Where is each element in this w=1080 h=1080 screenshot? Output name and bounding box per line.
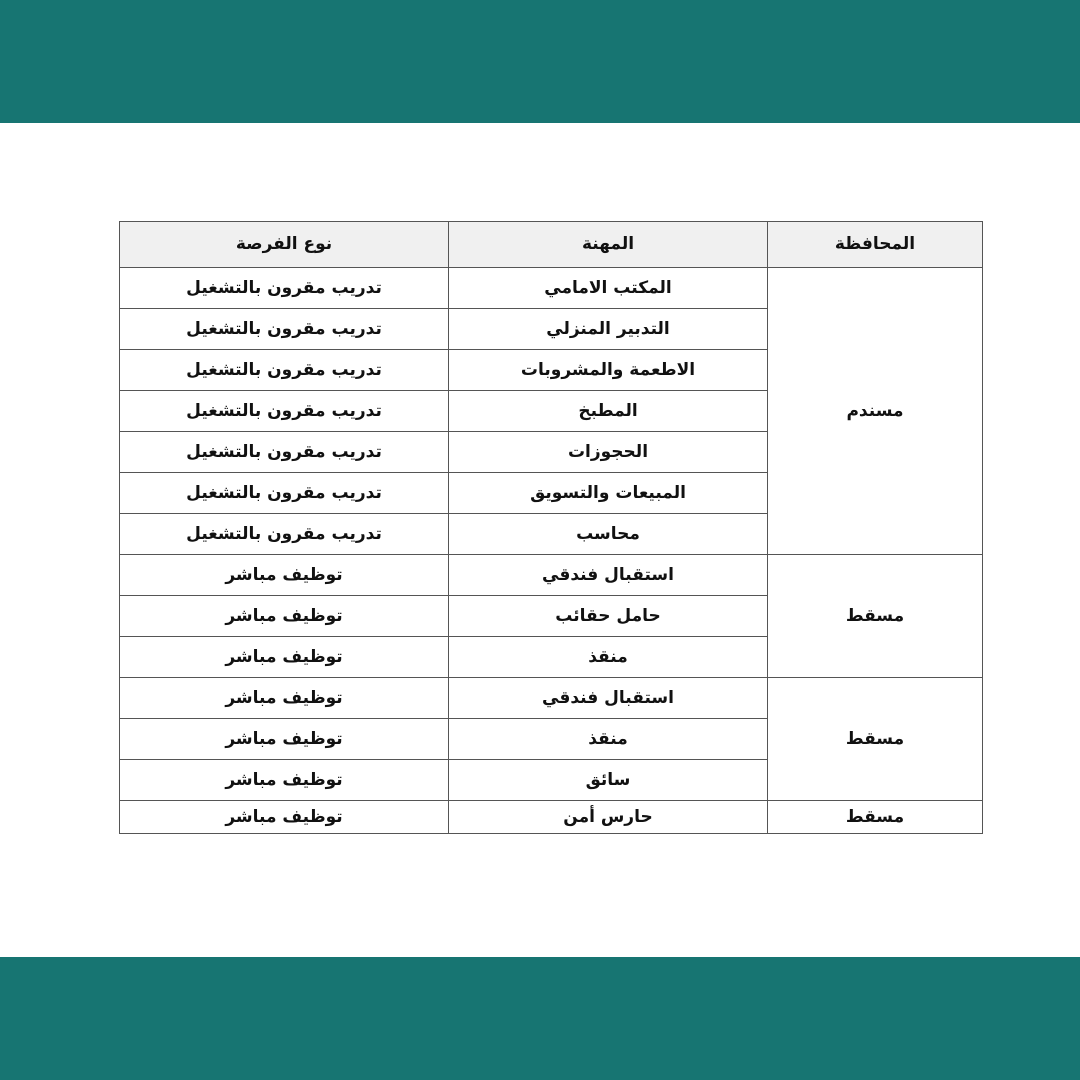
opportunity-type-cell: توظيف مباشر (120, 596, 449, 637)
opportunity-type-cell: تدريب مقرون بالتشغيل (120, 514, 449, 555)
governorate-cell: مسقط (768, 678, 983, 801)
table-row (120, 678, 983, 719)
governorate-cell: مسقط (768, 801, 983, 834)
opportunity-type-cell: توظيف مباشر (120, 719, 449, 760)
profession-cell: محاسب (449, 514, 768, 555)
opportunity-type-cell: توظيف مباشر (120, 801, 449, 834)
profession-cell: منقذ (449, 719, 768, 760)
profession-cell: حامل حقائب (449, 596, 768, 637)
header-opportunity-type: نوع الفرصة (120, 222, 449, 268)
table-header (120, 222, 983, 268)
table-row (120, 801, 983, 834)
opportunity-type-cell: تدريب مقرون بالتشغيل (120, 350, 449, 391)
governorate-cell: مسقط (768, 555, 983, 678)
header-profession: المهنة (449, 222, 768, 268)
governorate-cell: مسندم (768, 268, 983, 555)
profession-cell: المبيعات والتسويق (449, 473, 768, 514)
opportunity-type-cell: تدريب مقرون بالتشغيل (120, 309, 449, 350)
opportunity-type-cell: توظيف مباشر (120, 760, 449, 801)
opportunity-type-cell: تدريب مقرون بالتشغيل (120, 473, 449, 514)
profession-cell: التدبير المنزلي (449, 309, 768, 350)
opportunity-type-cell: توظيف مباشر (120, 637, 449, 678)
opportunity-type-cell: توظيف مباشر (120, 555, 449, 596)
profession-cell: استقبال فندقي (449, 555, 768, 596)
table-body (120, 268, 983, 834)
profession-cell: الاطعمة والمشروبات (449, 350, 768, 391)
top-banner (0, 0, 1080, 123)
profession-cell: استقبال فندقي (449, 678, 768, 719)
opportunity-type-cell: تدريب مقرون بالتشغيل (120, 268, 449, 309)
jobs-table (119, 221, 983, 834)
profession-cell: المطبخ (449, 391, 768, 432)
profession-cell: المكتب الامامي (449, 268, 768, 309)
profession-cell: حارس أمن (449, 801, 768, 834)
header-governorate: المحافظة (768, 222, 983, 268)
opportunity-type-cell: تدريب مقرون بالتشغيل (120, 432, 449, 473)
profession-cell: منقذ (449, 637, 768, 678)
opportunity-type-cell: تدريب مقرون بالتشغيل (120, 391, 449, 432)
profession-cell: الحجوزات (449, 432, 768, 473)
bottom-banner (0, 957, 1080, 1080)
opportunity-type-cell: توظيف مباشر (120, 678, 449, 719)
table-row (120, 268, 983, 309)
header-row (120, 222, 983, 268)
profession-cell: سائق (449, 760, 768, 801)
table-row (120, 555, 983, 596)
